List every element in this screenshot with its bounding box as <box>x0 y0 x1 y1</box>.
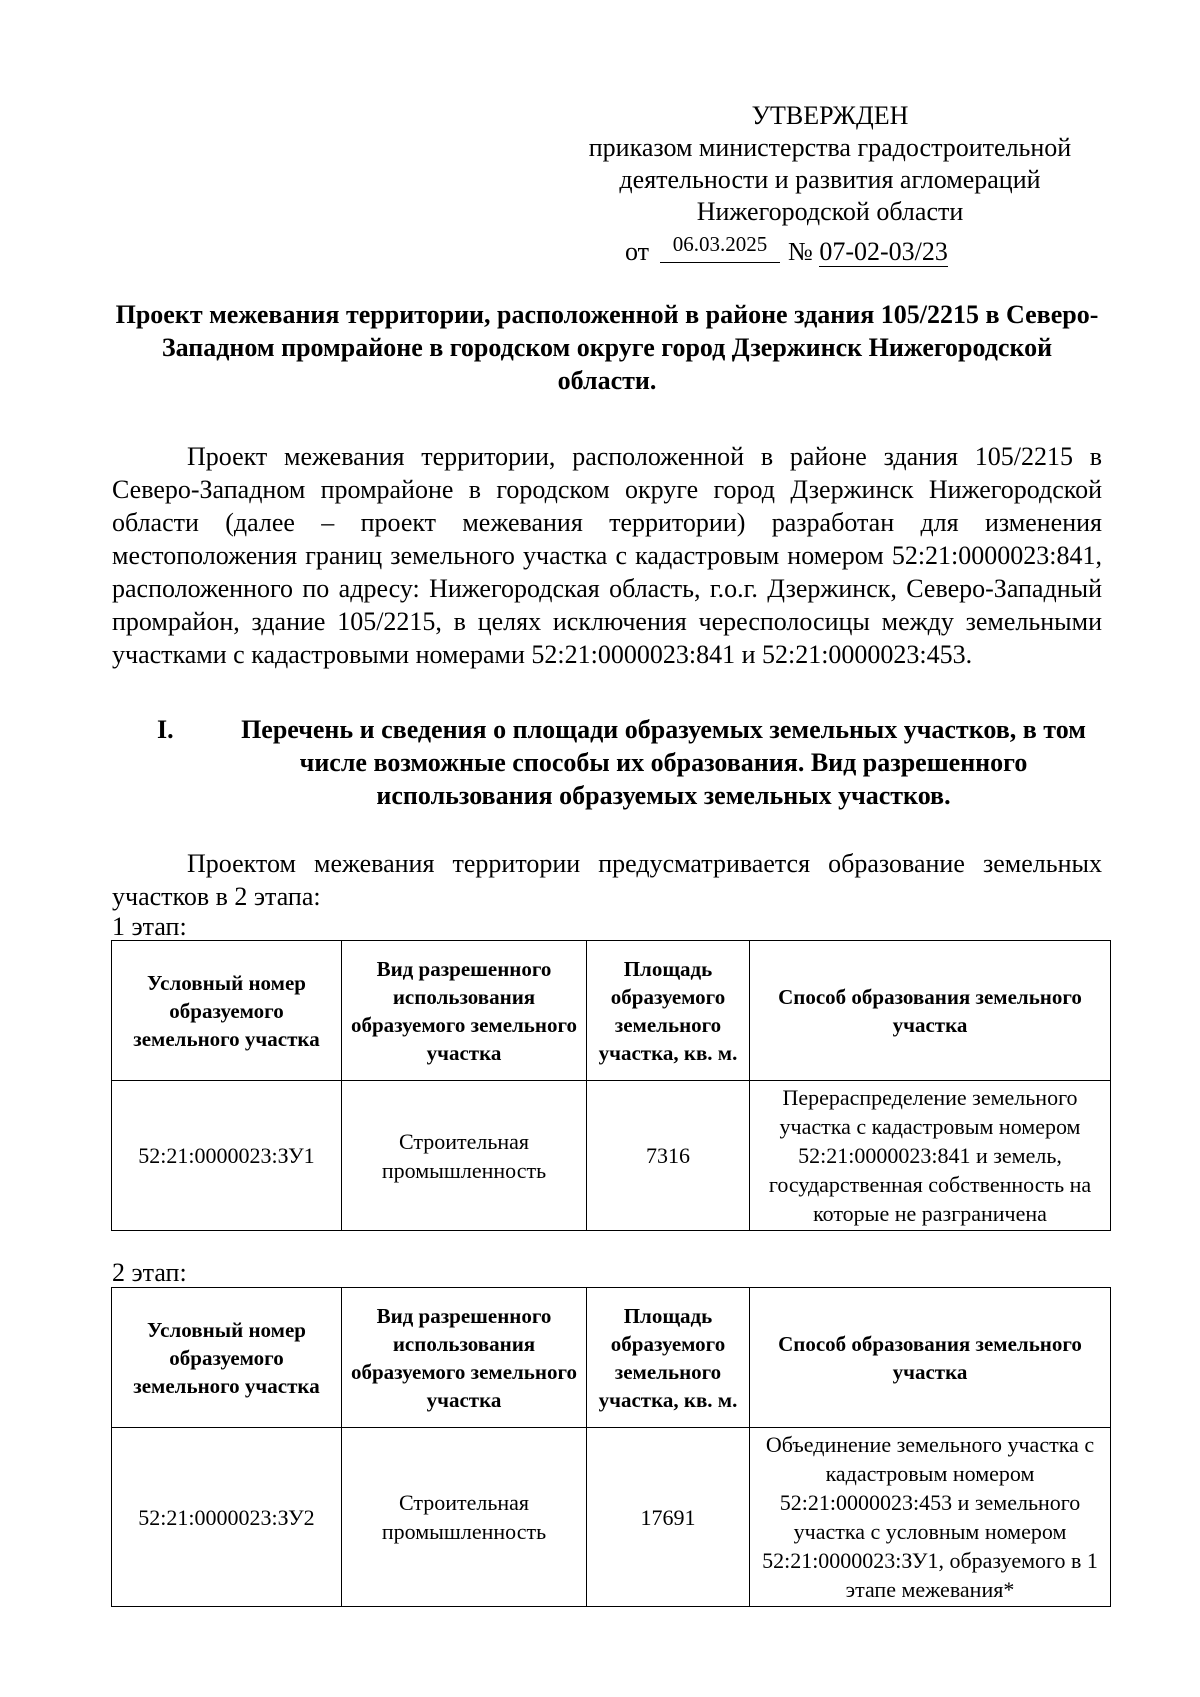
order-number-field <box>788 236 948 268</box>
approval-block <box>560 100 1100 266</box>
cell-number: 52:21:0000023:ЗУ2 <box>112 1428 342 1607</box>
cell-area: 17691 <box>587 1428 750 1607</box>
approval-line-2: приказом министерства градостроительной <box>588 133 1072 162</box>
order-date: 06.03.2025 <box>660 228 780 263</box>
order-line <box>560 228 1100 266</box>
stage-1-table <box>111 940 1111 1231</box>
cell-use: Строительная промышленность <box>342 1428 587 1607</box>
document-title: Проект межевания территории, расположенной в районе здания 105/2215 в Северо-Западном промрайоне в городском округе город Дзержинск Нижегородской области. <box>115 300 1099 395</box>
approval-heading: УТВЕРЖДЕН <box>751 101 909 130</box>
header-method: Способ образования земельного участка <box>750 1288 1111 1428</box>
header-use: Вид разрешенного использования образуемого земельного участка <box>342 1288 587 1428</box>
header-use: Вид разрешенного использования образуемого земельного участка <box>342 941 587 1081</box>
section-intro-paragraph: Проектом межевания территории предусматривается образование земельных участков в 2 этапа: <box>112 849 1102 911</box>
table-row <box>112 1428 1111 1607</box>
stage-2-table <box>111 1287 1111 1607</box>
header-method: Способ образования земельного участка <box>750 941 1111 1081</box>
cell-method: Перераспределение земельного участка с кадастровым номером 52:21:0000023:841 и земель, государственная собственность на которые не разграничена <box>750 1081 1111 1231</box>
header-area: Площадь образуемого земельного участка, кв. м. <box>587 941 750 1081</box>
approval-line-4: Нижегородской области <box>696 197 964 226</box>
section-heading <box>112 713 1102 812</box>
header-number: Условный номер образуемого земельного участка <box>112 1288 342 1428</box>
section-title: Перечень и сведения о площади образуемых земельных участков, в том числе возможные способы их образования. Вид разрешенного использования образуемых земельных участков. <box>241 715 1086 810</box>
order-number-label: № <box>788 237 813 266</box>
cell-use: Строительная промышленность <box>342 1081 587 1231</box>
table-row <box>112 1081 1111 1231</box>
order-date-label: от <box>625 237 650 266</box>
header-number: Условный номер образуемого земельного участка <box>112 941 342 1081</box>
section-number: I. <box>157 715 174 744</box>
table-header-row <box>112 941 1111 1081</box>
cell-number: 52:21:0000023:ЗУ1 <box>112 1081 342 1231</box>
approval-line-3: деятельности и развития агломераций <box>619 165 1041 194</box>
stage-1-label: 1 этап: <box>112 912 187 941</box>
header-area: Площадь образуемого земельного участка, кв. м. <box>587 1288 750 1428</box>
table-header-row <box>112 1288 1111 1428</box>
cell-method: Объединение земельного участка с кадастровым номером 52:21:0000023:453 и земельного участка с условным номером 52:21:0000023:ЗУ1, образуемого в 1 этапе межевания* <box>750 1428 1111 1607</box>
order-number: 07-02-03/23 <box>819 237 948 266</box>
intro-paragraph: Проект межевания территории, расположенной в районе здания 105/2215 в Северо-Западном промрайоне в городском округе город Дзержинск Нижегородской области (далее – проект межевания территории) разработан для изменения местоположения границ земельного участка с кадастровым номером 52:21:0000023:841, расположенного по адресу: Нижегородская область, г.о.г. Дзержинск, Северо-Западный промрайон, здание 105/2215, в целях исключения чересполосицы между земельными участками с кадастровыми номерами 52:21:0000023:841 и 52:21:0000023:453. <box>112 442 1102 669</box>
stage-2-label: 2 этап: <box>112 1258 187 1287</box>
cell-area: 7316 <box>587 1081 750 1231</box>
